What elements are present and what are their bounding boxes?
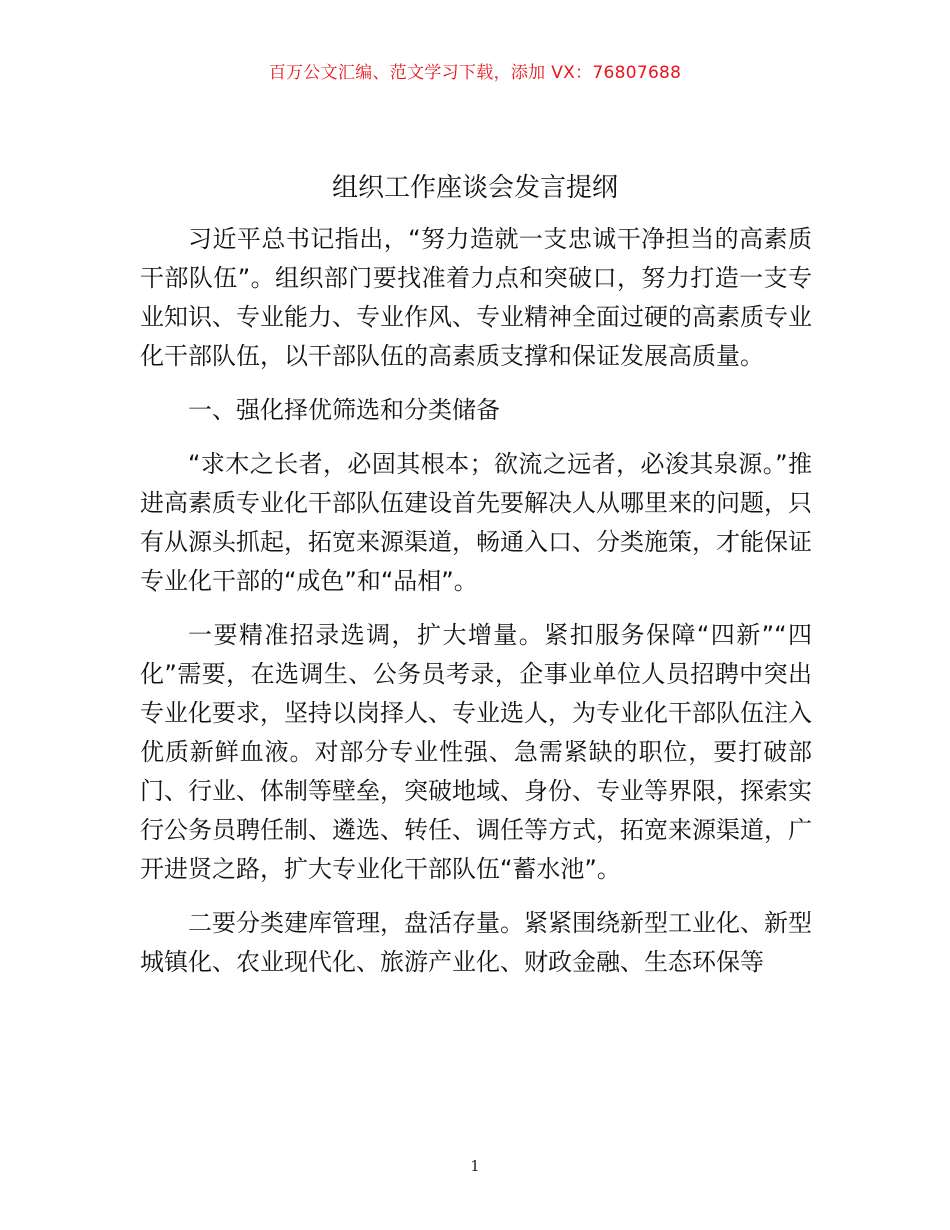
paragraph-intro: 习近平总书记指出，“努力造就一支忠诚干净担当的高素质干部队伍”。组织部门要找准着力点和突破口，努力打造一支专业知识、专业能力、专业作风、专业精神全面过硬的高素质专业化干部队伍，以干部队伍的高素质支撑和保证发展高质量。 <box>140 225 812 370</box>
section-heading: 一、强化择优筛选和分类储备 <box>188 396 500 424</box>
page-number: 1 <box>470 1157 480 1175</box>
document-title: 组织工作座谈会发言提纲 <box>331 173 618 203</box>
paragraph-quote: “求木之长者，必固其根本；欲流之远者，必浚其泉源。”推进高素质专业化干部队伍建设首先要解决人从哪里来的问题，只有从源头抓起，拓宽来源渠道，畅通入口、分类施策，才能保证专业化干部的“成色”和“品相”。 <box>140 450 812 595</box>
paragraph-point-one: 一要精准招录选调，扩大增量。紧扣服务保障“四新”“四化”需要，在选调生、公务员考录，企事业单位人员招聘中突出专业化要求，坚持以岗择人、专业选人，为专业化干部队伍注入优质新鲜血液。对部分专业性强、急需紧缺的职位，要打破部门、行业、体制等壁垒，突破地域、身份、专业等界限，探索实行公务员聘任制、遴选、转任、调任等方式，拓宽来源渠道，广开进贤之路，扩大专业化干部队伍“蓄水池”。 <box>140 621 812 883</box>
header-banner: 百万公文汇编、范文学习下载，添加 VX：76807688 <box>268 63 682 83</box>
paragraph-point-two: 二要分类建库管理，盘活存量。紧紧围绕新型工业化、新型城镇化、农业现代化、旅游产业化、财政金融、生态环保等 <box>140 909 812 976</box>
document-body <box>140 220 812 997</box>
